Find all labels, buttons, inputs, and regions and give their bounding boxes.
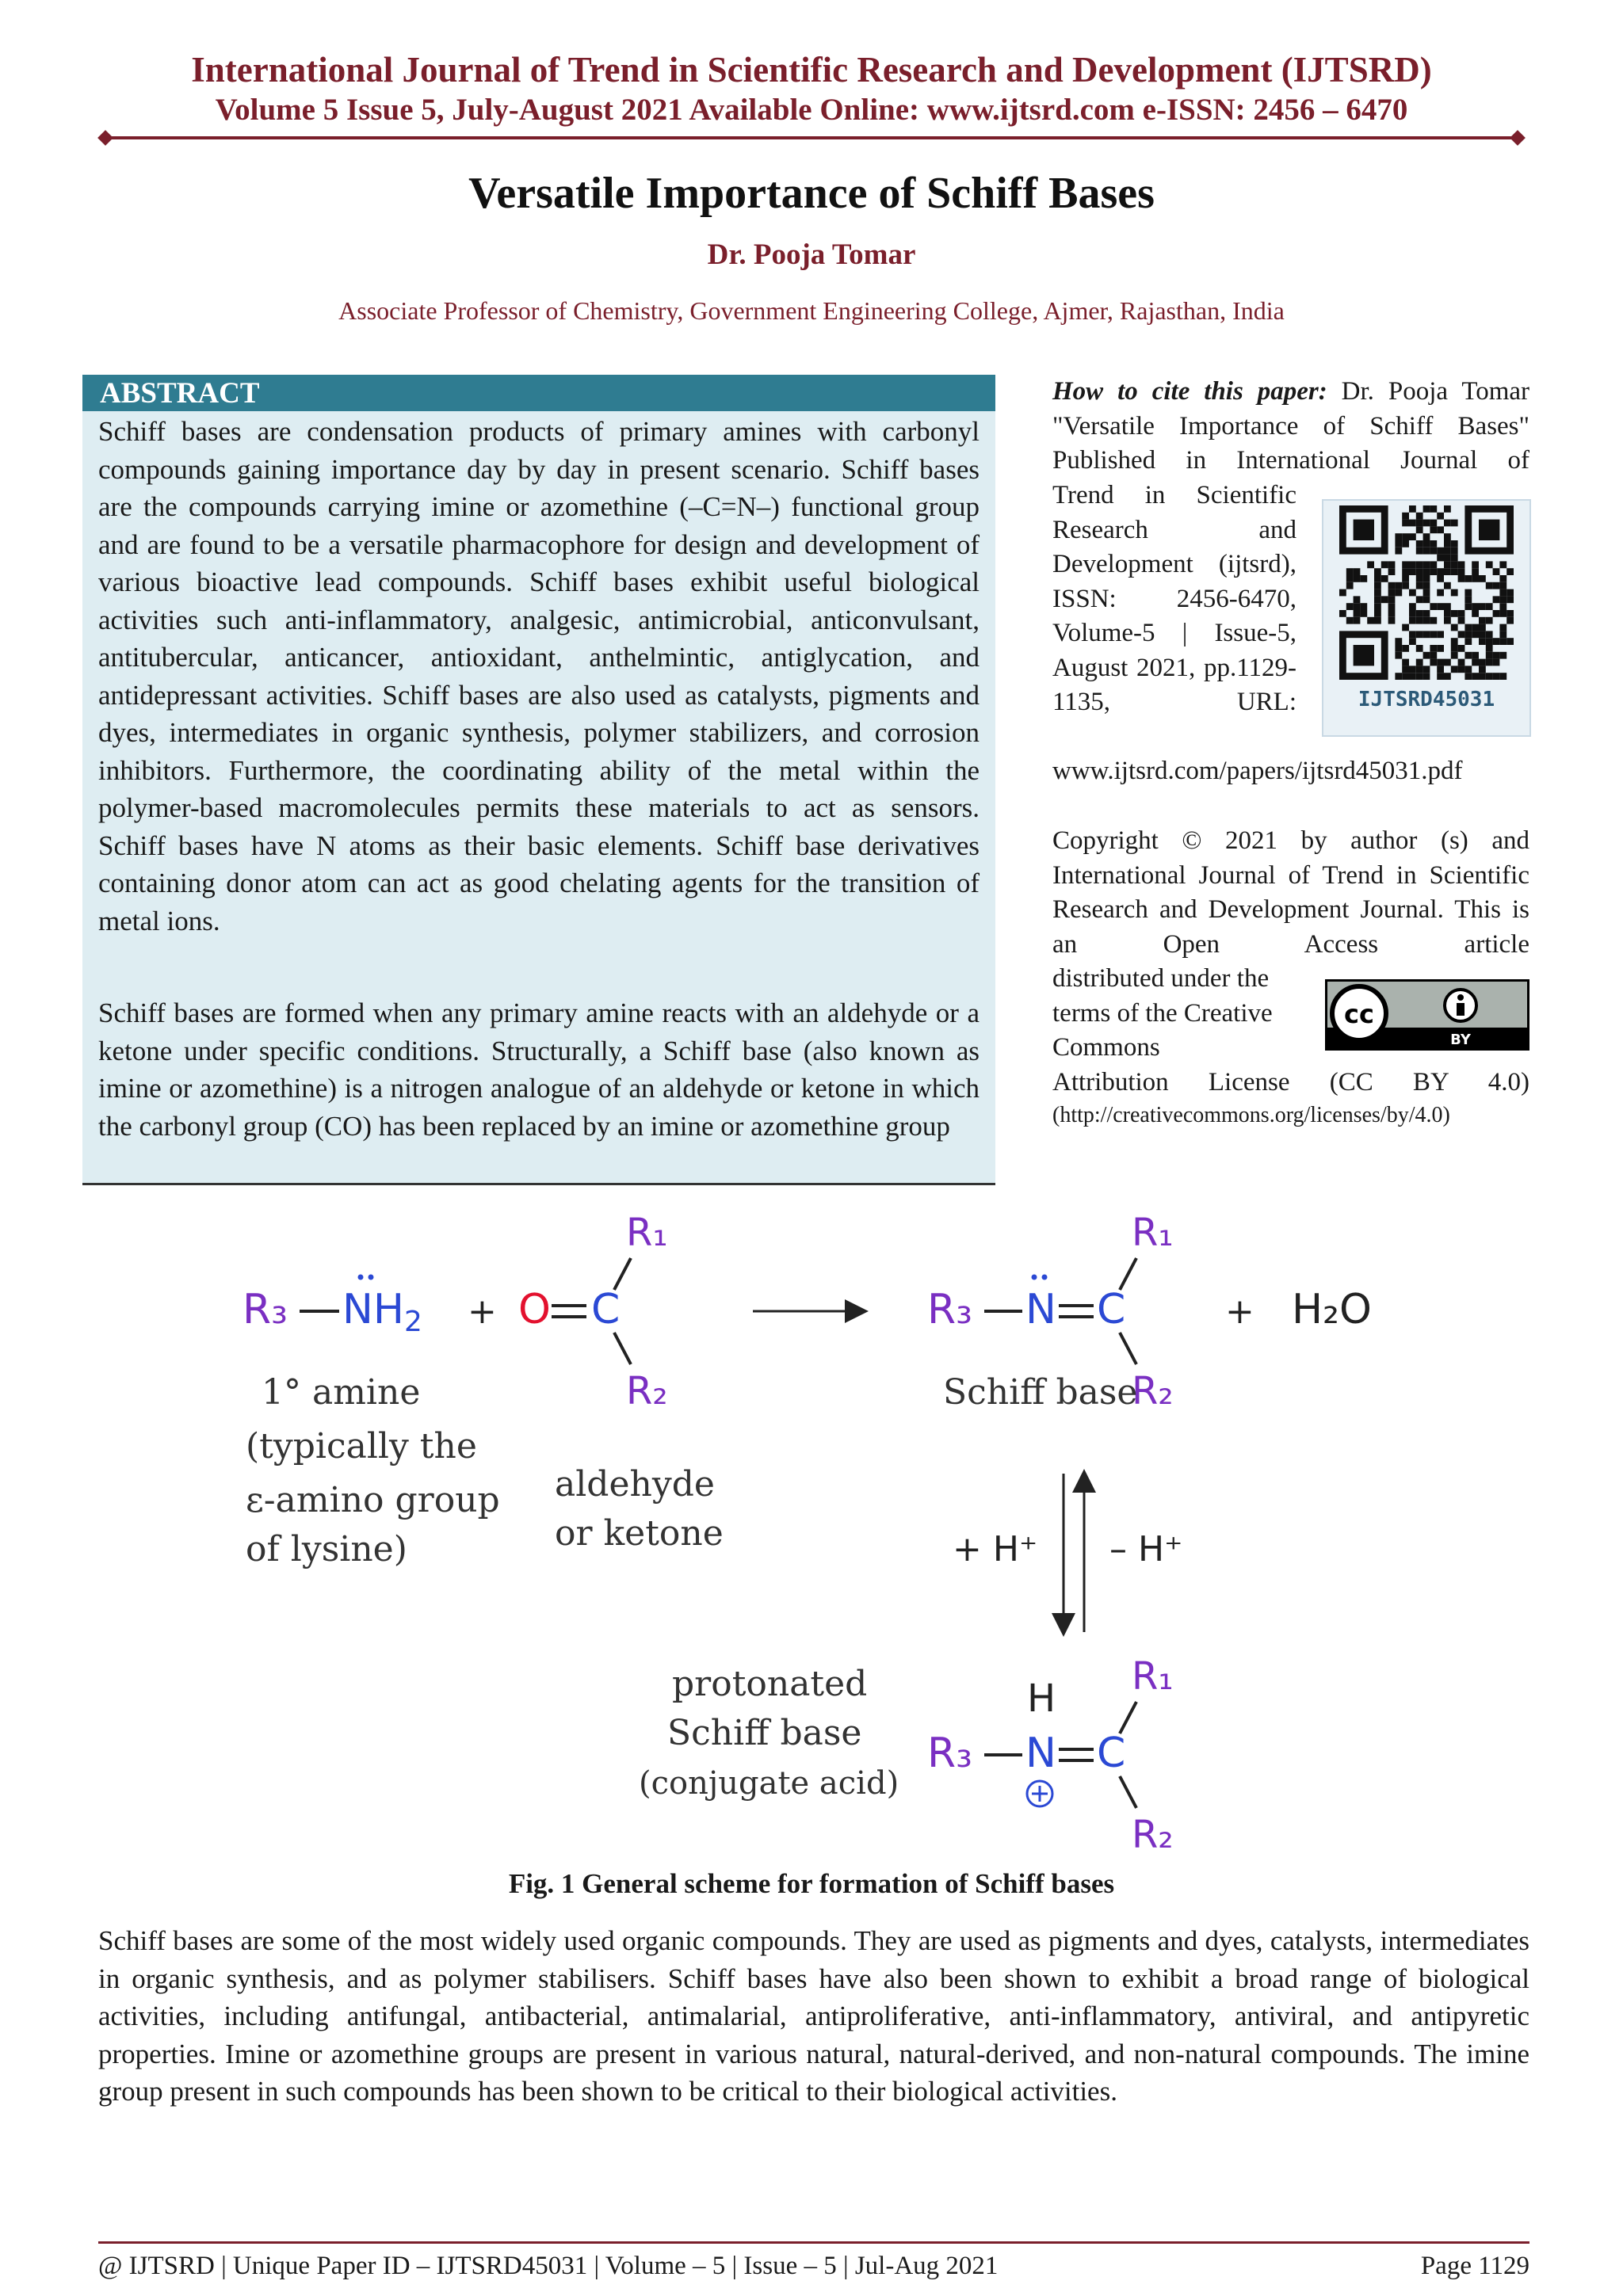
figure-caption: Fig. 1 General scheme for formation of Schiff bases — [508, 1868, 1115, 1899]
amine-label-1: 1° amine — [262, 1372, 421, 1413]
abstract-paragraph-2: Schiff bases are formed when any primary amine reacts with an aldehyde or a ketone under specific conditions. Structurally, a Schiff base (also known as imine or azomethine) is a nitrogen analogue of an aldehyde or ketone in which the carbonyl group (CO) has been replaced by an imine or azomethine group — [98, 997, 980, 1142]
r1-reactant: R₁ — [626, 1211, 668, 1255]
add-proton-label: + H⁺ — [953, 1529, 1038, 1569]
water-molecule: H₂O — [1292, 1286, 1372, 1333]
r2-product: R₂ — [1132, 1369, 1174, 1413]
author-name: Dr. Pooja Tomar — [707, 238, 916, 271]
copyright-license-line: Attribution License (CC BY 4.0) — [1052, 1068, 1529, 1097]
paper-title: Versatile Importance of Schiff Bases — [468, 169, 1155, 218]
abstract-heading: ABSTRACT — [82, 375, 995, 411]
abstract-paragraph-1: Schiff bases are condensation products of primary amines with carbonyl compounds gaining importance day by day in present scenario. Schiff bases are the compounds carrying imine or azomethine (–C=N–) functional group and are found to be a versatile pharmacophore for design and development of various bioactive lead compounds. Schiff bases exhibit useful biological activities such anti-inflammatory, analgesic, antimicrobial, anticonvulsant, antitubercular, anticancer, antioxidant, anthelmintic, antiglycation, and antidepressant activities. Schiff bases are also used as catalysts, pigments and dyes, intermediates in organic synthesis, polymer stabilizers, and corrosion inhibitors. Furthermore, the coordinating ability of the metal within the polymer-based macromolecules permits these materials to act as sensors. Schiff bases have N atoms as their basic elements. Schiff base derivatives containing donor atom can act as good chelating agents for the transition of metal ions. — [98, 416, 980, 936]
plus-sign-1: + — [468, 1291, 497, 1332]
footer-rule — [98, 2241, 1529, 2244]
carbonyl-label-1: aldehyde — [555, 1464, 715, 1505]
imine-carbon: C — [1097, 1286, 1126, 1333]
schiff-base-scheme-figure — [230, 1188, 1395, 1878]
footer-paper-info: @ IJTSRD | Unique Paper ID – IJTSRD45031 | Volume – 5 | Issue – 5 | Jul-Aug 2021 — [98, 2252, 999, 2280]
header-rule — [105, 136, 1518, 139]
amine-label-3: ε-amino group — [246, 1480, 500, 1520]
r3-product: R₃ — [927, 1286, 972, 1333]
header-rule-right-diamond — [1510, 130, 1526, 146]
amine-label-2: (typically the — [246, 1426, 477, 1466]
copyright-side-text: distributed under the terms of the Creative Commons — [1052, 964, 1273, 1062]
carbonyl-oxygen: O — [518, 1286, 551, 1333]
r3-protonated: R₃ — [927, 1730, 972, 1777]
nitrogen-hydrogen: H — [1027, 1676, 1056, 1721]
author-affiliation: Associate Professor of Chemistry, Government Engineering College, Ajmer, Rajasthan, India — [338, 296, 1285, 325]
citation-label: How to cite this paper: — [1052, 377, 1327, 406]
qr-code-label: IJTSRD45031 — [1358, 688, 1495, 711]
journal-title: International Journal of Trend in Scientific Research and Development (IJTSRD) — [191, 50, 1432, 90]
cc-by-license-badge[interactable] — [1325, 979, 1529, 1051]
imine-nitrogen: N — [1025, 1286, 1056, 1333]
carbonyl-carbon: C — [591, 1286, 621, 1333]
journal-issue-line: Volume 5 Issue 5, July-August 2021 Available Online: www.ijtsrd.com e-ISSN: 2456 – 6470 — [215, 93, 1408, 127]
body-paragraph-1: Schiff bases are some of the most widely used organic compounds. They are used as pigments and dyes, catalysts, intermediates in organic synthesis, and as polymer stabilisers. Schiff bases have also been shown to exhibit a broad range of biological activities, including antifungal, antibacterial, antimalarial, antiproliferative, anti-inflammatory, antiviral, and antipyretic properties. Imine or azomethine groups are present in various natural, natural-derived, and non-natural compounds. The imine group present in such compounds has been shown to be critical to their biological activities. — [98, 1925, 1529, 2107]
license-url[interactable]: (http://creativecommons.org/licenses/by/4.0) — [1052, 1103, 1450, 1127]
abstract-bottom-rule — [82, 1183, 995, 1185]
cc-logo-icon — [1327, 982, 1527, 1048]
amine-nh2: NH2 — [342, 1286, 422, 1338]
copyright-text: Copyright © 2021 by author (s) and International Journal of Trend in Scientific Research and Development Journal. This is an Open Access article — [1052, 826, 1529, 959]
r2-reactant: R₂ — [626, 1369, 668, 1413]
cc-by-text: BY — [1450, 1032, 1471, 1048]
citation-text — [1052, 375, 1529, 479]
protonated-carbon: C — [1097, 1730, 1126, 1777]
citation-side-text: Trend in Scientific Research and Development (ijtsrd), ISSN: 2456-6470, Volume-5 | Issue-5, August 2021, pp.1129-1135, URL: — [1052, 481, 1296, 716]
r1-protonated: R₁ — [1132, 1654, 1174, 1699]
protonated-nitrogen: N — [1025, 1730, 1056, 1777]
footer-page-number: Page 1129 — [1420, 2252, 1529, 2280]
citation-url[interactable]: www.ijtsrd.com/papers/ijtsrd45031.pdf — [1052, 757, 1463, 785]
r2-protonated: R₂ — [1132, 1813, 1174, 1857]
qr-code-icon — [1339, 505, 1514, 680]
schiff-base-label: Schiff base — [943, 1372, 1138, 1413]
protonated-label-3: (conjugate acid) — [639, 1765, 899, 1802]
plus-sign-2: + — [1225, 1291, 1254, 1332]
svg-text:cc: cc — [1344, 999, 1374, 1029]
protonated-label-1: protonated — [672, 1664, 868, 1704]
citation-top-text: Dr. Pooja Tomar "Versatile Importance of Schiff Bases" Published in International Journal of — [1052, 377, 1529, 475]
r3-reactant: R₃ — [242, 1286, 288, 1333]
remove-proton-label: – H⁺ — [1109, 1529, 1183, 1569]
header-rule-left-diamond — [97, 130, 113, 146]
protonated-label-2: Schiff base — [667, 1713, 862, 1753]
carbonyl-label-2: or ketone — [555, 1513, 724, 1554]
amine-label-4: of lysine) — [246, 1529, 407, 1569]
r1-product: R₁ — [1132, 1211, 1174, 1255]
